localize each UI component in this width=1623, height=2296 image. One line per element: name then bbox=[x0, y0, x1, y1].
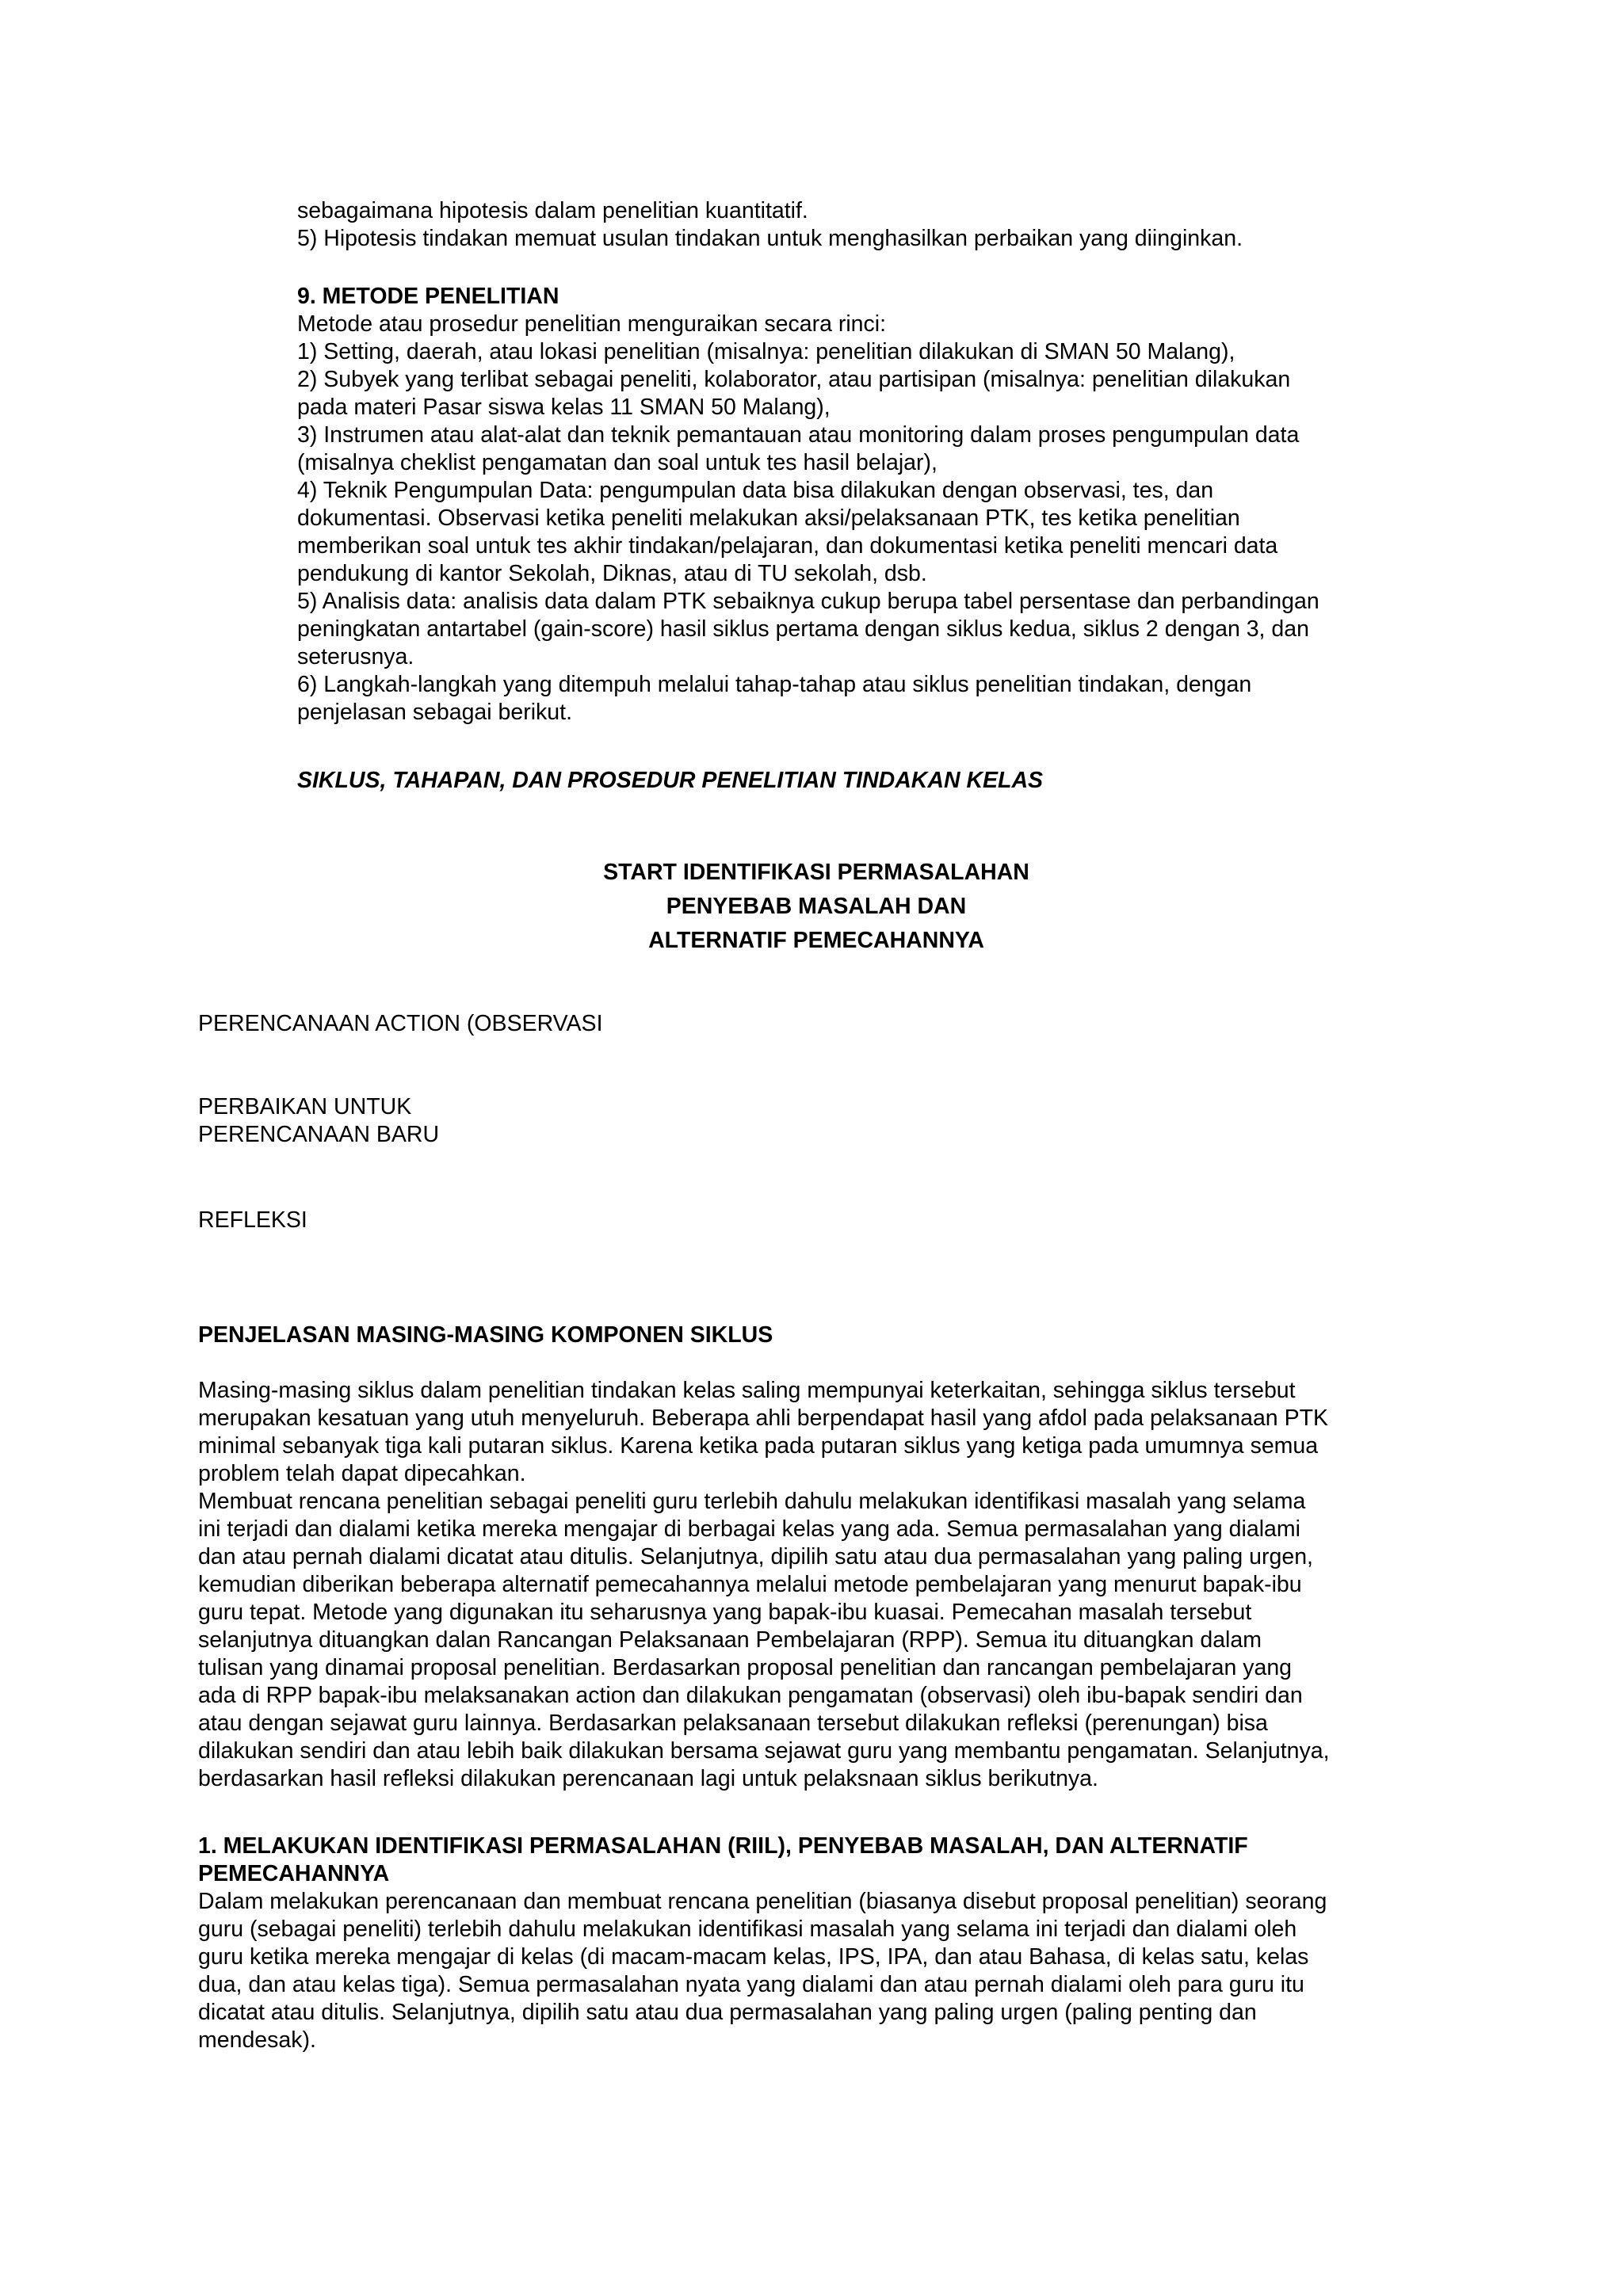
text-line: 5) Analisis data: analisis data dalam PTK sebaiknya cukup berupa tabel persentase dan perbandingan bbox=[297, 589, 1319, 614]
text-line: tulisan yang dinamai proposal penelitian. Berdasarkan proposal penelitian dan rancangan pembelajaran yang bbox=[198, 1655, 1293, 1680]
text-line: atau dengan sejawat guru lainnya. Berdasarkan pelaksanaan tersebut dilakukan refleksi (perenungan) bisa bbox=[198, 1711, 1268, 1736]
diagram-reflection-label: REFLEKSI bbox=[198, 1207, 307, 1233]
text-line: dilakukan sendiri dan atau lebih baik dilakukan bersama sejawat guru yang membantu pengamatan. Selanjutnya, bbox=[198, 1738, 1330, 1764]
text-line: (misalnya cheklist pengamatan dan soal untuk tes hasil belajar), bbox=[297, 450, 938, 475]
text-line: dua, dan atau kelas tiga). Semua permasalahan nyata yang dialami dan atau pernah dialami oleh para guru itu bbox=[198, 1972, 1304, 1997]
text-line: guru tepat. Metode yang digunakan itu seharusnya yang bapak-ibu kuasai. Pemecahan masalah tersebut bbox=[198, 1600, 1252, 1625]
text-line: Membuat rencana penelitian sebagai peneliti guru terlebih dahulu melakukan identifikasi masalah yang selama bbox=[198, 1489, 1306, 1514]
text-line: 2) Subyek yang terlibat sebagai peneliti, kolaborator, atau partisipan (misalnya: penelitian dilakukan bbox=[297, 367, 1291, 392]
section-heading: 1. MELAKUKAN IDENTIFIKASI PERMASALAHAN (RIIL), PENYEBAB MASALAH, DAN ALTERNATIF bbox=[198, 1833, 1248, 1859]
text-line: 1) Setting, daerah, atau lokasi penelitian (misalnya: penelitian dilakukan di SMAN 50 Malang), bbox=[297, 339, 1235, 364]
diagram-start-line: START IDENTIFIKASI PERMASALAHAN bbox=[603, 860, 1029, 885]
diagram-start-line: PENYEBAB MASALAH DAN bbox=[666, 894, 967, 919]
diagram-planning bbox=[198, 1010, 602, 1038]
text-line: dokumentasi. Observasi ketika peneliti melakukan aksi/pelaksanaan PTK, tes ketika penelitian bbox=[297, 505, 1240, 531]
text-line: problem telah dapat dipecahkan. bbox=[198, 1461, 526, 1486]
text-line: berdasarkan hasil refleksi dilakukan perencanaan lagi untuk pelaksnaan siklus berikutnya. bbox=[198, 1766, 1098, 1791]
text-line: minimal sebanyak tiga kali putaran siklus. Karena ketika pada putaran siklus yang ketiga pada umumnya semua bbox=[198, 1433, 1319, 1459]
diagram-start-line: ALTERNATIF PEMECAHANNYA bbox=[648, 928, 984, 953]
text-line: 5) Hipotesis tindakan memuat usulan tindakan untuk menghasilkan perbaikan yang diinginkan. bbox=[297, 226, 1243, 251]
components-body bbox=[198, 1377, 1330, 1793]
text-line: seterusnya. bbox=[297, 644, 414, 669]
text-line: sebagaimana hipotesis dalam penelitian kuantitatif. bbox=[297, 198, 808, 223]
diagram-start bbox=[499, 856, 1133, 958]
section-heading: 9. METODE PENELITIAN bbox=[297, 284, 559, 309]
diagram-improvement-line: PERENCANAAN BARU bbox=[198, 1122, 440, 1147]
diagram-planning-label: PERENCANAAN ACTION (OBSERVASI bbox=[198, 1011, 603, 1036]
text-line: selanjutnya dituangkan dalan Rancangan Pelaksanaan Pembelajaran (RPP). Semua itu dituangkan dalam bbox=[198, 1627, 1262, 1653]
text-line: 3) Instrumen atau alat-alat dan teknik pemantauan atau monitoring dalam proses pengumpulan data bbox=[297, 422, 1300, 448]
text-line: Metode atau prosedur penelitian menguraikan secara rinci: bbox=[297, 311, 887, 337]
text-line: dicatat atau ditulis. Selanjutnya, dipilih satu atau dua permasalahan yang paling urgen (paling penting dan bbox=[198, 2000, 1257, 2025]
text-line: memberikan soal untuk tes akhir tindakan/pelajaran, dan dokumentasi ketika peneliti mencari data bbox=[297, 533, 1278, 559]
components-heading: PENJELASAN MASING-MASING KOMPONEN SIKLUS bbox=[198, 1322, 773, 1348]
text-line: mendesak). bbox=[198, 2027, 316, 2053]
text-line: 4) Teknik Pengumpulan Data: pengumpulan data bisa dilakukan dengan observasi, tes, dan bbox=[297, 478, 1214, 503]
text-line: ini terjadi dan dialami ketika mereka mengajar di berbagai kelas yang ada. Semua permasalahan yang dialami bbox=[198, 1516, 1300, 1542]
diagram-improvement bbox=[198, 1093, 439, 1149]
section-heading: PEMECAHANNYA bbox=[198, 1861, 390, 1886]
components-heading-block bbox=[198, 1322, 773, 1349]
text-line: pendukung di kantor Sekolah, Diknas, atau di TU sekolah, dsb. bbox=[297, 561, 927, 586]
text-line: penjelasan sebagai berikut. bbox=[297, 700, 572, 725]
section-1 bbox=[198, 1833, 1327, 2054]
section-9 bbox=[297, 283, 1319, 727]
text-line: Masing-masing siklus dalam penelitian tindakan kelas saling mempunyai keterkaitan, sehingga siklus tersebut bbox=[198, 1378, 1296, 1403]
text-line: merupakan kesatuan yang utuh menyeluruh. Beberapa ahli berpendapat hasil yang afdol pada pelaksanaan PTK bbox=[198, 1405, 1329, 1431]
text-line: pada materi Pasar siswa kelas 11 SMAN 50 Malang), bbox=[297, 395, 831, 420]
diagram-reflection bbox=[198, 1207, 307, 1234]
text-line: guru ketika mereka mengajar di kelas (di macam-macam kelas, IPS, IPA, dan atau Bahasa, di kelas satu, kelas bbox=[198, 1944, 1309, 1970]
text-line: guru (sebagai peneliti) terlebih dahulu melakukan identifikasi masalah yang selama ini terjadi dan dialami oleh bbox=[198, 1917, 1297, 1942]
top-text-block bbox=[297, 197, 1243, 253]
text-line: peningkatan antartabel (gain-score) hasil siklus pertama dengan siklus kedua, siklus 2 dengan 3, dan bbox=[297, 616, 1309, 642]
diagram-improvement-line: PERBAIKAN UNTUK bbox=[198, 1094, 412, 1119]
text-line: dan atau pernah dialami dicatat atau ditulis. Selanjutnya, dipilih satu atau dua permasalahan yang paling urgen, bbox=[198, 1544, 1313, 1569]
cycle-heading: SIKLUS, TAHAPAN, DAN PROSEDUR PENELITIAN TINDAKAN KELAS bbox=[297, 768, 1044, 793]
text-line: Dalam melakukan perencanaan dan membuat rencana penelitian (biasanya disebut proposal penelitian) seorang bbox=[198, 1889, 1327, 1914]
text-line: 6) Langkah-langkah yang ditempuh melalui tahap-tahap atau siklus penelitian tindakan, dengan bbox=[297, 672, 1252, 697]
text-line: kemudian diberikan beberapa alternatif pemecahannya melalui metode pembelajaran yang menurut bapak-ibu bbox=[198, 1572, 1302, 1597]
text-line: ada di RPP bapak-ibu melaksanakan action dan dilakukan pengamatan (observasi) oleh ibu-bapak sendiri dan bbox=[198, 1683, 1303, 1708]
cycle-heading-block bbox=[297, 767, 1043, 795]
